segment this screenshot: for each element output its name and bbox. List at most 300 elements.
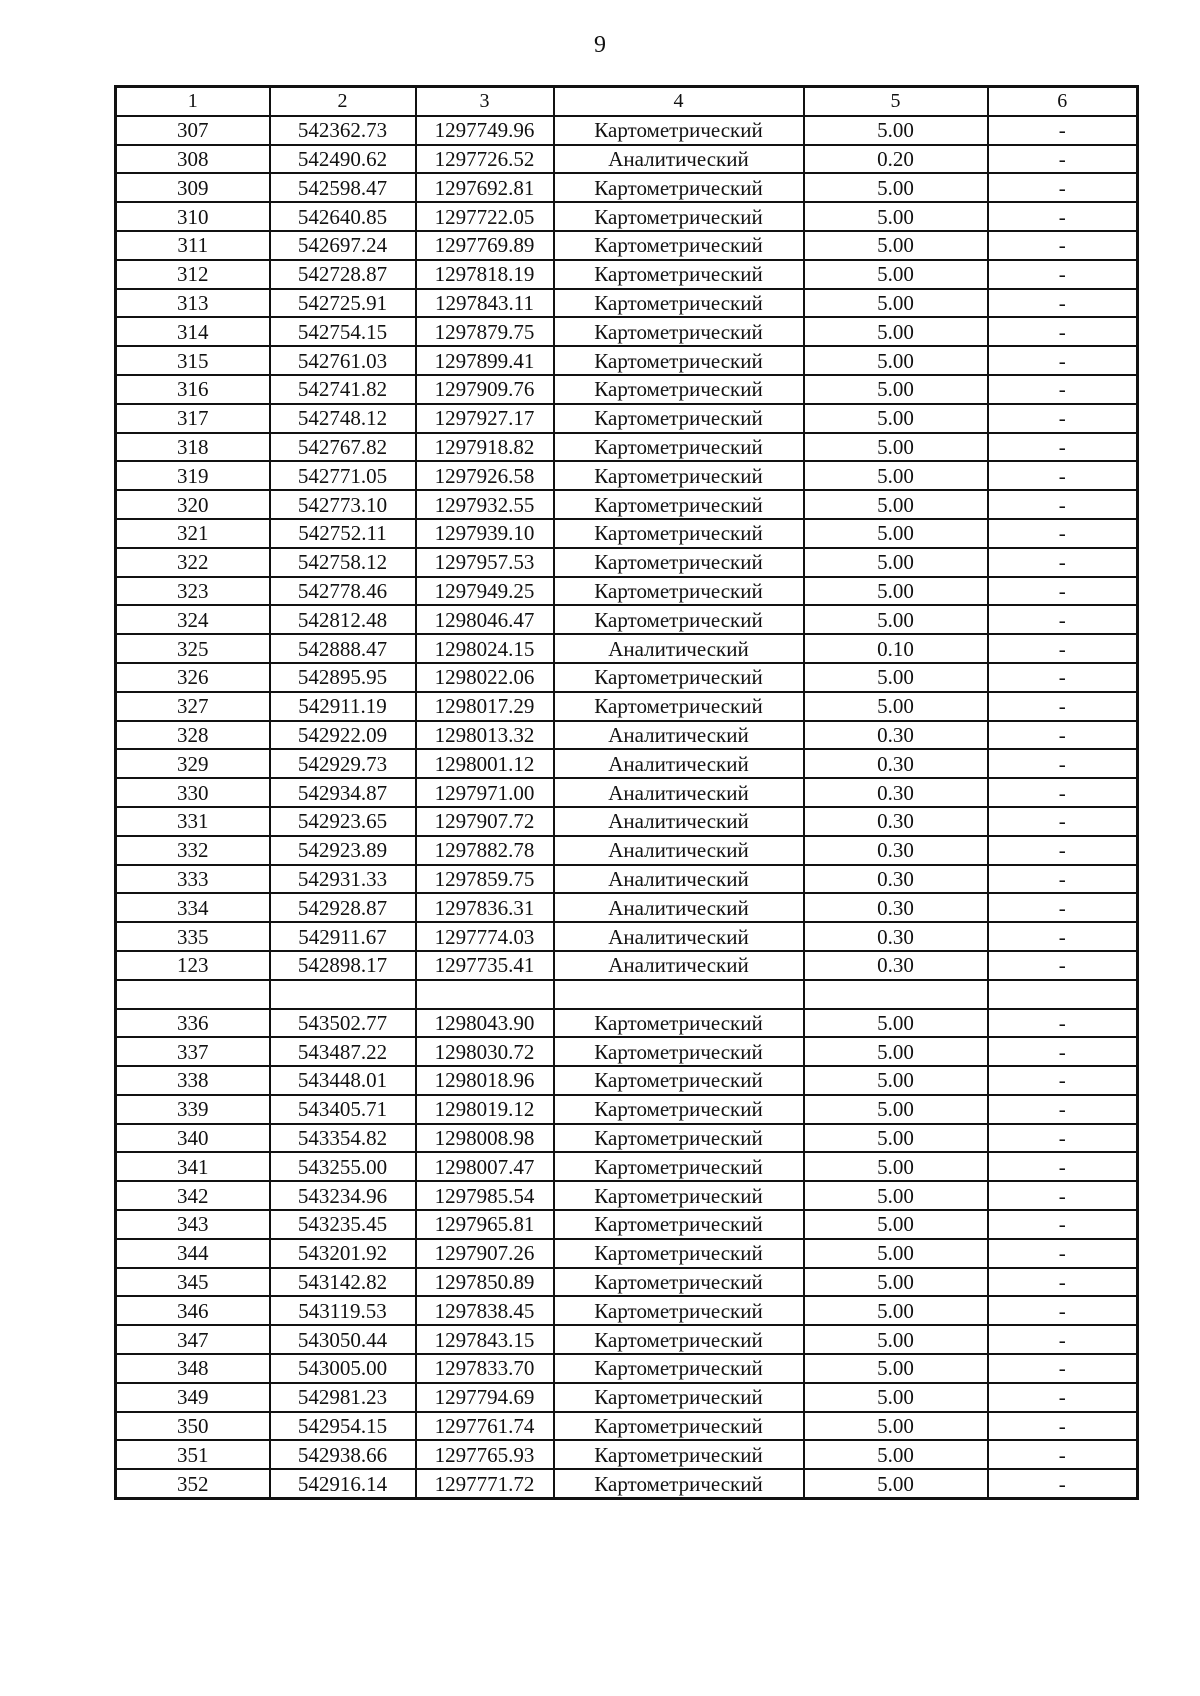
note-cell: - xyxy=(988,1210,1138,1239)
y-coordinate-cell: 1298046.47 xyxy=(416,605,554,634)
note-cell: - xyxy=(988,173,1138,202)
point-number-cell: 332 xyxy=(116,836,270,865)
y-coordinate-cell: 1297879.75 xyxy=(416,317,554,346)
table-row xyxy=(116,260,1138,289)
accuracy-cell: 5.00 xyxy=(804,1440,988,1469)
table-row xyxy=(116,461,1138,490)
x-coordinate-cell: 542888.47 xyxy=(270,634,416,663)
x-coordinate-cell: 543119.53 xyxy=(270,1296,416,1325)
point-number-cell: 317 xyxy=(116,404,270,433)
note-cell: - xyxy=(988,1152,1138,1181)
table-row xyxy=(116,807,1138,836)
accuracy-cell: 5.00 xyxy=(804,260,988,289)
accuracy-cell: 5.00 xyxy=(804,1354,988,1383)
x-coordinate-cell: 543487.22 xyxy=(270,1037,416,1066)
note-cell: - xyxy=(988,1325,1138,1354)
table-row xyxy=(116,116,1138,145)
y-coordinate-cell: 1297859.75 xyxy=(416,865,554,894)
point-number-cell: 340 xyxy=(116,1124,270,1153)
table-row xyxy=(116,1037,1138,1066)
x-coordinate-cell: 542598.47 xyxy=(270,173,416,202)
x-coordinate-cell: 542728.87 xyxy=(270,260,416,289)
table-row xyxy=(116,1296,1138,1325)
y-coordinate-cell: 1297939.10 xyxy=(416,519,554,548)
note-cell: - xyxy=(988,519,1138,548)
method-cell: Картометрический xyxy=(554,375,804,404)
point-number-cell: 348 xyxy=(116,1354,270,1383)
x-coordinate-cell: 542697.24 xyxy=(270,231,416,260)
table-row xyxy=(116,404,1138,433)
point-number-cell: 123 xyxy=(116,951,270,980)
accuracy-cell: 5.00 xyxy=(804,375,988,404)
table-row xyxy=(116,951,1138,980)
y-coordinate-cell: 1297726.52 xyxy=(416,145,554,174)
table-row xyxy=(116,1268,1138,1297)
table-row xyxy=(116,605,1138,634)
table-row xyxy=(116,1383,1138,1412)
x-coordinate-cell: 542895.95 xyxy=(270,663,416,692)
method-cell: Аналитический xyxy=(554,749,804,778)
note-cell: - xyxy=(988,605,1138,634)
table-row xyxy=(116,1124,1138,1153)
y-coordinate-cell: 1297692.81 xyxy=(416,173,554,202)
accuracy-cell: 5.00 xyxy=(804,1239,988,1268)
accuracy-cell: 5.00 xyxy=(804,289,988,318)
x-coordinate-cell: 542761.03 xyxy=(270,346,416,375)
method-cell: Картометрический xyxy=(554,260,804,289)
x-coordinate-cell: 543201.92 xyxy=(270,1239,416,1268)
x-coordinate-cell: 542362.73 xyxy=(270,116,416,145)
y-coordinate-cell: 1298022.06 xyxy=(416,663,554,692)
point-number-cell: 338 xyxy=(116,1066,270,1095)
x-coordinate-cell: 543502.77 xyxy=(270,1009,416,1038)
x-coordinate-cell: 542778.46 xyxy=(270,577,416,606)
method-cell: Картометрический xyxy=(554,231,804,260)
point-number-cell: 309 xyxy=(116,173,270,202)
y-coordinate-cell: 1297761.74 xyxy=(416,1412,554,1441)
y-coordinate-cell: 1297965.81 xyxy=(416,1210,554,1239)
table-row xyxy=(116,202,1138,231)
method-cell: Аналитический xyxy=(554,721,804,750)
accuracy-cell: 5.00 xyxy=(804,1325,988,1354)
accuracy-cell: 5.00 xyxy=(804,1469,988,1498)
point-number-cell: 312 xyxy=(116,260,270,289)
table-row xyxy=(116,346,1138,375)
point-number-cell: 345 xyxy=(116,1268,270,1297)
table-row xyxy=(116,893,1138,922)
point-number-cell: 337 xyxy=(116,1037,270,1066)
x-coordinate-cell: 543255.00 xyxy=(270,1152,416,1181)
method-cell xyxy=(554,980,804,1009)
method-cell: Аналитический xyxy=(554,836,804,865)
note-cell: - xyxy=(988,1181,1138,1210)
x-coordinate-cell: 542954.15 xyxy=(270,1412,416,1441)
x-coordinate-cell: 543448.01 xyxy=(270,1066,416,1095)
method-cell: Картометрический xyxy=(554,346,804,375)
x-coordinate-cell: 542773.10 xyxy=(270,490,416,519)
accuracy-cell: 0.30 xyxy=(804,721,988,750)
table-header-row xyxy=(116,87,1138,116)
accuracy-cell: 5.00 xyxy=(804,202,988,231)
accuracy-cell: 0.30 xyxy=(804,951,988,980)
note-cell: - xyxy=(988,289,1138,318)
table-row xyxy=(116,289,1138,318)
accuracy-cell: 5.00 xyxy=(804,116,988,145)
x-coordinate-cell: 543050.44 xyxy=(270,1325,416,1354)
accuracy-cell: 5.00 xyxy=(804,1152,988,1181)
accuracy-cell: 5.00 xyxy=(804,1037,988,1066)
method-cell: Картометрический xyxy=(554,1124,804,1153)
point-number-cell: 351 xyxy=(116,1440,270,1469)
coordinates-table-container xyxy=(114,85,1136,1500)
point-number-cell: 329 xyxy=(116,749,270,778)
note-cell: - xyxy=(988,317,1138,346)
point-number-cell: 326 xyxy=(116,663,270,692)
point-number-cell: 347 xyxy=(116,1325,270,1354)
y-coordinate-cell: 1297749.96 xyxy=(416,116,554,145)
point-number-cell: 307 xyxy=(116,116,270,145)
table-row xyxy=(116,980,1138,1009)
note-cell: - xyxy=(988,577,1138,606)
accuracy-cell: 0.30 xyxy=(804,836,988,865)
point-number-cell: 350 xyxy=(116,1412,270,1441)
point-number-cell: 313 xyxy=(116,289,270,318)
point-number-cell: 321 xyxy=(116,519,270,548)
point-number-cell: 328 xyxy=(116,721,270,750)
table-row xyxy=(116,1354,1138,1383)
note-cell: - xyxy=(988,663,1138,692)
x-coordinate-cell: 542490.62 xyxy=(270,145,416,174)
table-row xyxy=(116,778,1138,807)
method-cell: Картометрический xyxy=(554,1296,804,1325)
x-coordinate-cell: 542771.05 xyxy=(270,461,416,490)
accuracy-cell: 5.00 xyxy=(804,433,988,462)
method-cell: Картометрический xyxy=(554,1440,804,1469)
note-cell: - xyxy=(988,865,1138,894)
method-cell: Картометрический xyxy=(554,1037,804,1066)
table-row xyxy=(116,433,1138,462)
point-number-cell: 334 xyxy=(116,893,270,922)
note-cell: - xyxy=(988,1296,1138,1325)
note-cell: - xyxy=(988,893,1138,922)
method-cell: Аналитический xyxy=(554,634,804,663)
y-coordinate-cell: 1297957.53 xyxy=(416,548,554,577)
x-coordinate-cell: 542916.14 xyxy=(270,1469,416,1498)
y-coordinate-cell: 1297932.55 xyxy=(416,490,554,519)
accuracy-cell: 5.00 xyxy=(804,1181,988,1210)
point-number-cell: 314 xyxy=(116,317,270,346)
note-cell: - xyxy=(988,1268,1138,1297)
y-coordinate-cell: 1297722.05 xyxy=(416,202,554,231)
x-coordinate-cell: 542725.91 xyxy=(270,289,416,318)
point-number-cell: 331 xyxy=(116,807,270,836)
table-row xyxy=(116,375,1138,404)
point-number-cell: 335 xyxy=(116,922,270,951)
point-number-cell: 339 xyxy=(116,1095,270,1124)
table-row xyxy=(116,836,1138,865)
point-number-cell: 325 xyxy=(116,634,270,663)
point-number-cell: 342 xyxy=(116,1181,270,1210)
method-cell: Картометрический xyxy=(554,404,804,433)
x-coordinate-cell: 543234.96 xyxy=(270,1181,416,1210)
point-number-cell: 341 xyxy=(116,1152,270,1181)
x-coordinate-cell: 542911.67 xyxy=(270,922,416,951)
accuracy-cell: 5.00 xyxy=(804,519,988,548)
y-coordinate-cell: 1297907.26 xyxy=(416,1239,554,1268)
x-coordinate-cell: 543405.71 xyxy=(270,1095,416,1124)
point-number-cell: 352 xyxy=(116,1469,270,1498)
table-row xyxy=(116,922,1138,951)
point-number-cell: 346 xyxy=(116,1296,270,1325)
method-cell: Картометрический xyxy=(554,289,804,318)
x-coordinate-cell: 542758.12 xyxy=(270,548,416,577)
note-cell: - xyxy=(988,1124,1138,1153)
x-coordinate-cell: 542923.65 xyxy=(270,807,416,836)
y-coordinate-cell: 1297833.70 xyxy=(416,1354,554,1383)
note-cell xyxy=(988,980,1138,1009)
method-cell: Картометрический xyxy=(554,1210,804,1239)
y-coordinate-cell: 1297971.00 xyxy=(416,778,554,807)
note-cell: - xyxy=(988,1383,1138,1412)
note-cell: - xyxy=(988,1440,1138,1469)
point-number-cell: 336 xyxy=(116,1009,270,1038)
method-cell: Картометрический xyxy=(554,1268,804,1297)
column-header: 6 xyxy=(988,87,1138,116)
point-number-cell: 316 xyxy=(116,375,270,404)
table-row xyxy=(116,490,1138,519)
table-row xyxy=(116,1239,1138,1268)
method-cell: Картометрический xyxy=(554,461,804,490)
point-number-cell: 324 xyxy=(116,605,270,634)
y-coordinate-cell: 1297818.19 xyxy=(416,260,554,289)
y-coordinate-cell: 1297765.93 xyxy=(416,1440,554,1469)
point-number-cell: 315 xyxy=(116,346,270,375)
y-coordinate-cell: 1297909.76 xyxy=(416,375,554,404)
point-number-cell: 311 xyxy=(116,231,270,260)
method-cell: Аналитический xyxy=(554,865,804,894)
x-coordinate-cell: 542928.87 xyxy=(270,893,416,922)
method-cell: Картометрический xyxy=(554,1412,804,1441)
x-coordinate-cell: 542812.48 xyxy=(270,605,416,634)
method-cell: Аналитический xyxy=(554,893,804,922)
note-cell: - xyxy=(988,749,1138,778)
note-cell: - xyxy=(988,778,1138,807)
accuracy-cell: 5.00 xyxy=(804,173,988,202)
accuracy-cell: 0.30 xyxy=(804,865,988,894)
table-row xyxy=(116,721,1138,750)
y-coordinate-cell: 1297771.72 xyxy=(416,1469,554,1498)
note-cell: - xyxy=(988,548,1138,577)
method-cell: Картометрический xyxy=(554,317,804,346)
y-coordinate-cell: 1298024.15 xyxy=(416,634,554,663)
accuracy-cell: 5.00 xyxy=(804,231,988,260)
accuracy-cell: 5.00 xyxy=(804,1009,988,1038)
y-coordinate-cell: 1298017.29 xyxy=(416,692,554,721)
y-coordinate-cell: 1298008.98 xyxy=(416,1124,554,1153)
point-number-cell: 349 xyxy=(116,1383,270,1412)
y-coordinate-cell: 1298018.96 xyxy=(416,1066,554,1095)
table-row xyxy=(116,865,1138,894)
point-number-cell: 308 xyxy=(116,145,270,174)
table-row xyxy=(116,519,1138,548)
x-coordinate-cell: 543005.00 xyxy=(270,1354,416,1383)
x-coordinate-cell: 542741.82 xyxy=(270,375,416,404)
note-cell: - xyxy=(988,1095,1138,1124)
note-cell: - xyxy=(988,692,1138,721)
y-coordinate-cell: 1297918.82 xyxy=(416,433,554,462)
x-coordinate-cell: 542754.15 xyxy=(270,317,416,346)
accuracy-cell: 5.00 xyxy=(804,548,988,577)
method-cell: Картометрический xyxy=(554,1325,804,1354)
note-cell: - xyxy=(988,433,1138,462)
page-number: 9 xyxy=(594,32,606,58)
y-coordinate-cell: 1298043.90 xyxy=(416,1009,554,1038)
method-cell: Картометрический xyxy=(554,1383,804,1412)
point-number-cell: 330 xyxy=(116,778,270,807)
note-cell: - xyxy=(988,1239,1138,1268)
point-number-cell: 323 xyxy=(116,577,270,606)
table-row xyxy=(116,317,1138,346)
column-header: 1 xyxy=(116,87,270,116)
y-coordinate-cell xyxy=(416,980,554,1009)
method-cell: Аналитический xyxy=(554,145,804,174)
note-cell: - xyxy=(988,922,1138,951)
table-row xyxy=(116,173,1138,202)
x-coordinate-cell: 543354.82 xyxy=(270,1124,416,1153)
table-row xyxy=(116,1066,1138,1095)
x-coordinate-cell: 542767.82 xyxy=(270,433,416,462)
note-cell: - xyxy=(988,1469,1138,1498)
table-body xyxy=(116,87,1138,1499)
note-cell: - xyxy=(988,1412,1138,1441)
method-cell: Аналитический xyxy=(554,922,804,951)
accuracy-cell: 0.30 xyxy=(804,749,988,778)
accuracy-cell: 5.00 xyxy=(804,1296,988,1325)
y-coordinate-cell: 1297843.11 xyxy=(416,289,554,318)
x-coordinate-cell: 542931.33 xyxy=(270,865,416,894)
y-coordinate-cell: 1297985.54 xyxy=(416,1181,554,1210)
x-coordinate-cell: 543235.45 xyxy=(270,1210,416,1239)
accuracy-cell: 5.00 xyxy=(804,317,988,346)
method-cell: Аналитический xyxy=(554,951,804,980)
table-row xyxy=(116,1210,1138,1239)
x-coordinate-cell: 542934.87 xyxy=(270,778,416,807)
method-cell: Картометрический xyxy=(554,1181,804,1210)
method-cell: Аналитический xyxy=(554,778,804,807)
x-coordinate-cell: 542898.17 xyxy=(270,951,416,980)
method-cell: Картометрический xyxy=(554,1152,804,1181)
note-cell: - xyxy=(988,721,1138,750)
table-row xyxy=(116,1325,1138,1354)
accuracy-cell: 5.00 xyxy=(804,461,988,490)
accuracy-cell: 0.10 xyxy=(804,634,988,663)
note-cell: - xyxy=(988,346,1138,375)
method-cell: Картометрический xyxy=(554,1354,804,1383)
y-coordinate-cell: 1298019.12 xyxy=(416,1095,554,1124)
accuracy-cell: 5.00 xyxy=(804,1268,988,1297)
note-cell: - xyxy=(988,951,1138,980)
accuracy-cell: 5.00 xyxy=(804,1124,988,1153)
table-row xyxy=(116,692,1138,721)
accuracy-cell: 0.30 xyxy=(804,922,988,951)
method-cell: Картометрический xyxy=(554,490,804,519)
table-row xyxy=(116,231,1138,260)
method-cell: Картометрический xyxy=(554,605,804,634)
method-cell: Картометрический xyxy=(554,1066,804,1095)
x-coordinate-cell: 542752.11 xyxy=(270,519,416,548)
x-coordinate-cell: 543142.82 xyxy=(270,1268,416,1297)
point-number-cell: 320 xyxy=(116,490,270,519)
accuracy-cell: 5.00 xyxy=(804,404,988,433)
note-cell: - xyxy=(988,1037,1138,1066)
table-row xyxy=(116,1412,1138,1441)
method-cell: Картометрический xyxy=(554,1239,804,1268)
coordinates-table xyxy=(114,85,1139,1500)
table-row xyxy=(116,1181,1138,1210)
point-number-cell: 322 xyxy=(116,548,270,577)
table-row xyxy=(116,663,1138,692)
x-coordinate-cell: 542911.19 xyxy=(270,692,416,721)
table-row xyxy=(116,1440,1138,1469)
x-coordinate-cell: 542929.73 xyxy=(270,749,416,778)
column-header: 3 xyxy=(416,87,554,116)
accuracy-cell: 5.00 xyxy=(804,1066,988,1095)
method-cell: Картометрический xyxy=(554,433,804,462)
y-coordinate-cell: 1298007.47 xyxy=(416,1152,554,1181)
y-coordinate-cell: 1297927.17 xyxy=(416,404,554,433)
note-cell: - xyxy=(988,404,1138,433)
note-cell: - xyxy=(988,260,1138,289)
y-coordinate-cell: 1297843.15 xyxy=(416,1325,554,1354)
method-cell: Аналитический xyxy=(554,807,804,836)
y-coordinate-cell: 1297836.31 xyxy=(416,893,554,922)
y-coordinate-cell: 1297926.58 xyxy=(416,461,554,490)
point-number-cell: 327 xyxy=(116,692,270,721)
note-cell: - xyxy=(988,490,1138,519)
x-coordinate-cell: 542748.12 xyxy=(270,404,416,433)
method-cell: Картометрический xyxy=(554,1095,804,1124)
point-number-cell: 343 xyxy=(116,1210,270,1239)
y-coordinate-cell: 1297774.03 xyxy=(416,922,554,951)
y-coordinate-cell: 1298001.12 xyxy=(416,749,554,778)
point-number-cell: 319 xyxy=(116,461,270,490)
point-number-cell: 344 xyxy=(116,1239,270,1268)
y-coordinate-cell: 1297949.25 xyxy=(416,577,554,606)
y-coordinate-cell: 1297794.69 xyxy=(416,1383,554,1412)
y-coordinate-cell: 1297769.89 xyxy=(416,231,554,260)
x-coordinate-cell: 542981.23 xyxy=(270,1383,416,1412)
note-cell: - xyxy=(988,375,1138,404)
method-cell: Картометрический xyxy=(554,202,804,231)
accuracy-cell xyxy=(804,980,988,1009)
note-cell: - xyxy=(988,145,1138,174)
accuracy-cell: 5.00 xyxy=(804,1383,988,1412)
table-row xyxy=(116,1009,1138,1038)
table-row xyxy=(116,749,1138,778)
point-number-cell xyxy=(116,980,270,1009)
accuracy-cell: 0.30 xyxy=(804,893,988,922)
accuracy-cell: 5.00 xyxy=(804,605,988,634)
point-number-cell: 310 xyxy=(116,202,270,231)
table-row xyxy=(116,1095,1138,1124)
column-header: 2 xyxy=(270,87,416,116)
table-row xyxy=(116,1152,1138,1181)
accuracy-cell: 0.30 xyxy=(804,778,988,807)
method-cell: Картометрический xyxy=(554,173,804,202)
method-cell: Картометрический xyxy=(554,116,804,145)
method-cell: Картометрический xyxy=(554,548,804,577)
note-cell: - xyxy=(988,634,1138,663)
